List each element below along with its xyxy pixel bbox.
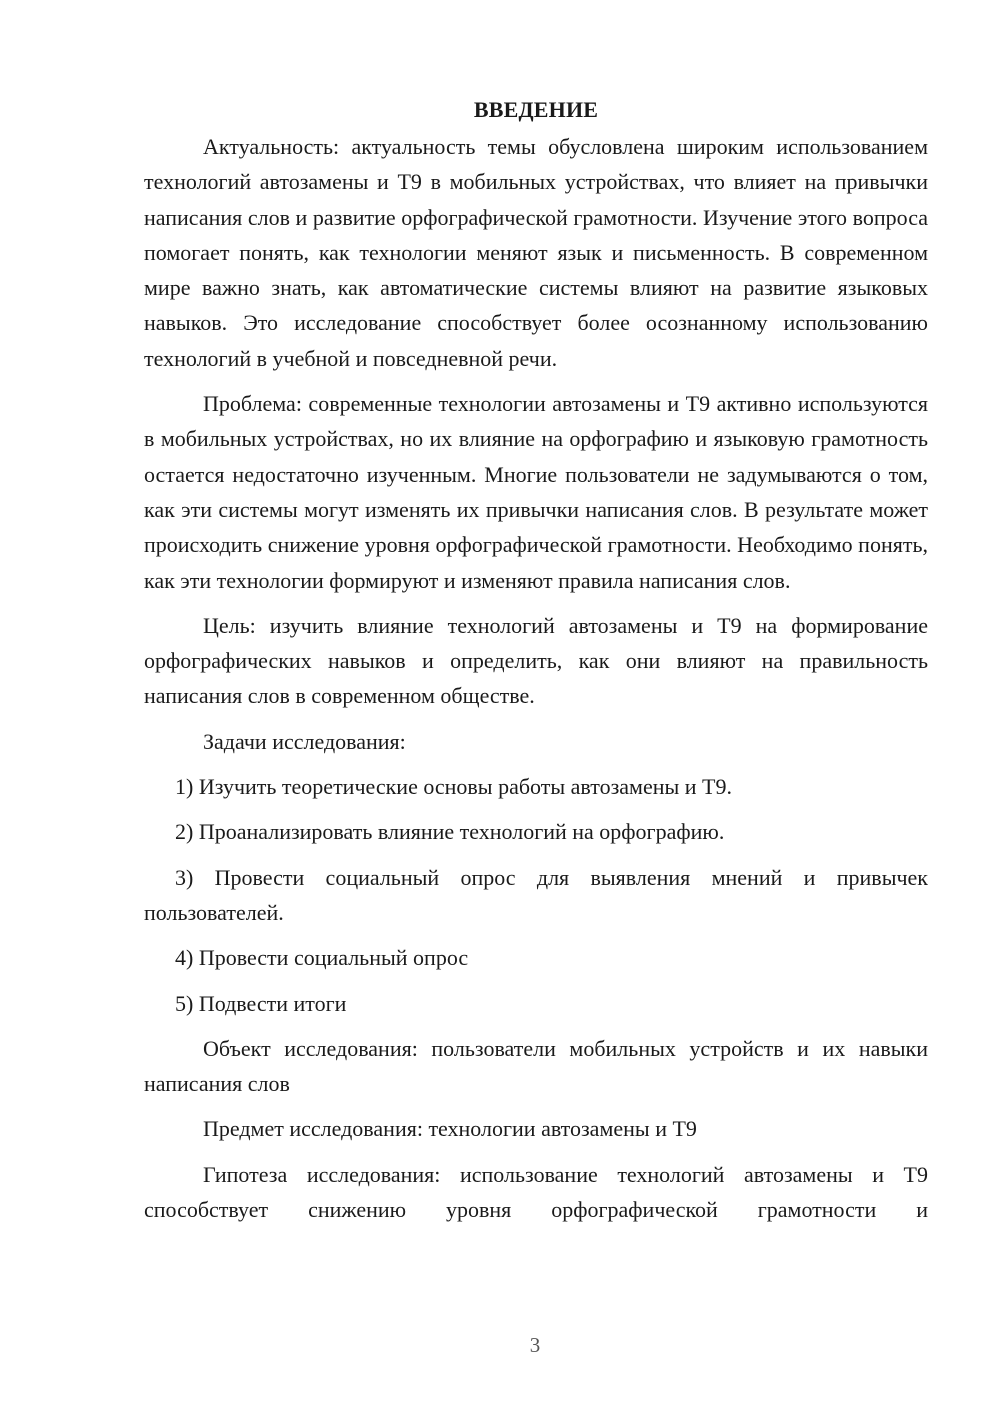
document-page — [144, 92, 928, 1237]
page-number: 3 — [529, 1333, 541, 1357]
task-item-3: 3) Провести социальный опрос для выявления мнений и привычек пользователей. — [144, 864, 928, 925]
task-item-4: 4) Провести социальный опрос — [175, 945, 469, 971]
paragraph-relevance: Актуальность: актуальность темы обусловлена широким использованием технологий автозамены и Т9 в мобильных устройствах, что влияет на привычки написания слов и развитие орфографической грамотности. Изучение этого вопроса помогает понять, как технологии меняют язык и письменность. В современном мире важно знать, как автоматические системы влияют на развитие языковых навыков. Это исследование способствует более осознанному использованию технологий в учебной и повседневной речи. — [144, 134, 928, 371]
paragraph-problem: Проблема: современные технологии автозамены и Т9 активно используются в мобильных устройствах, но их влияние на орфографию и языковую грамотность остается недостаточно изученным. Многие пользователи не задумываются о том, как эти системы могут изменять их привычки написания слов. В результате может происходить снижение уровня орфографической грамотности. Необходимо понять, как эти технологии формируют и изменяют правила написания слов. — [144, 391, 928, 593]
task-item-1: 1) Изучить теоретические основы работы автозамены и Т9. — [175, 774, 732, 800]
section-title: ВВЕДЕНИЕ — [473, 97, 599, 122]
paragraph-goal: Цель: изучить влияние технологий автозамены и Т9 на формирование орфографических навыков и определить, как они влияют на правильность написания слов в современном обществе. — [144, 612, 928, 709]
paragraph-object: Объект исследования: пользователи мобильных устройств и их навыки написания слов — [144, 1035, 928, 1097]
task-item-2: 2) Проанализировать влияние технологий на орфографию. — [175, 819, 725, 845]
paragraph-subject: Предмет исследования: технологии автозамены и Т9 — [203, 1116, 697, 1142]
task-item-5: 5) Подвести итоги — [175, 990, 347, 1016]
paragraph-hypothesis: Гипотеза исследования: использование технологий автозамены и Т9 способствует снижению уровня орфографической грамотности и — [144, 1161, 928, 1223]
paragraph-tasks-heading: Задачи исследования: — [203, 728, 406, 754]
